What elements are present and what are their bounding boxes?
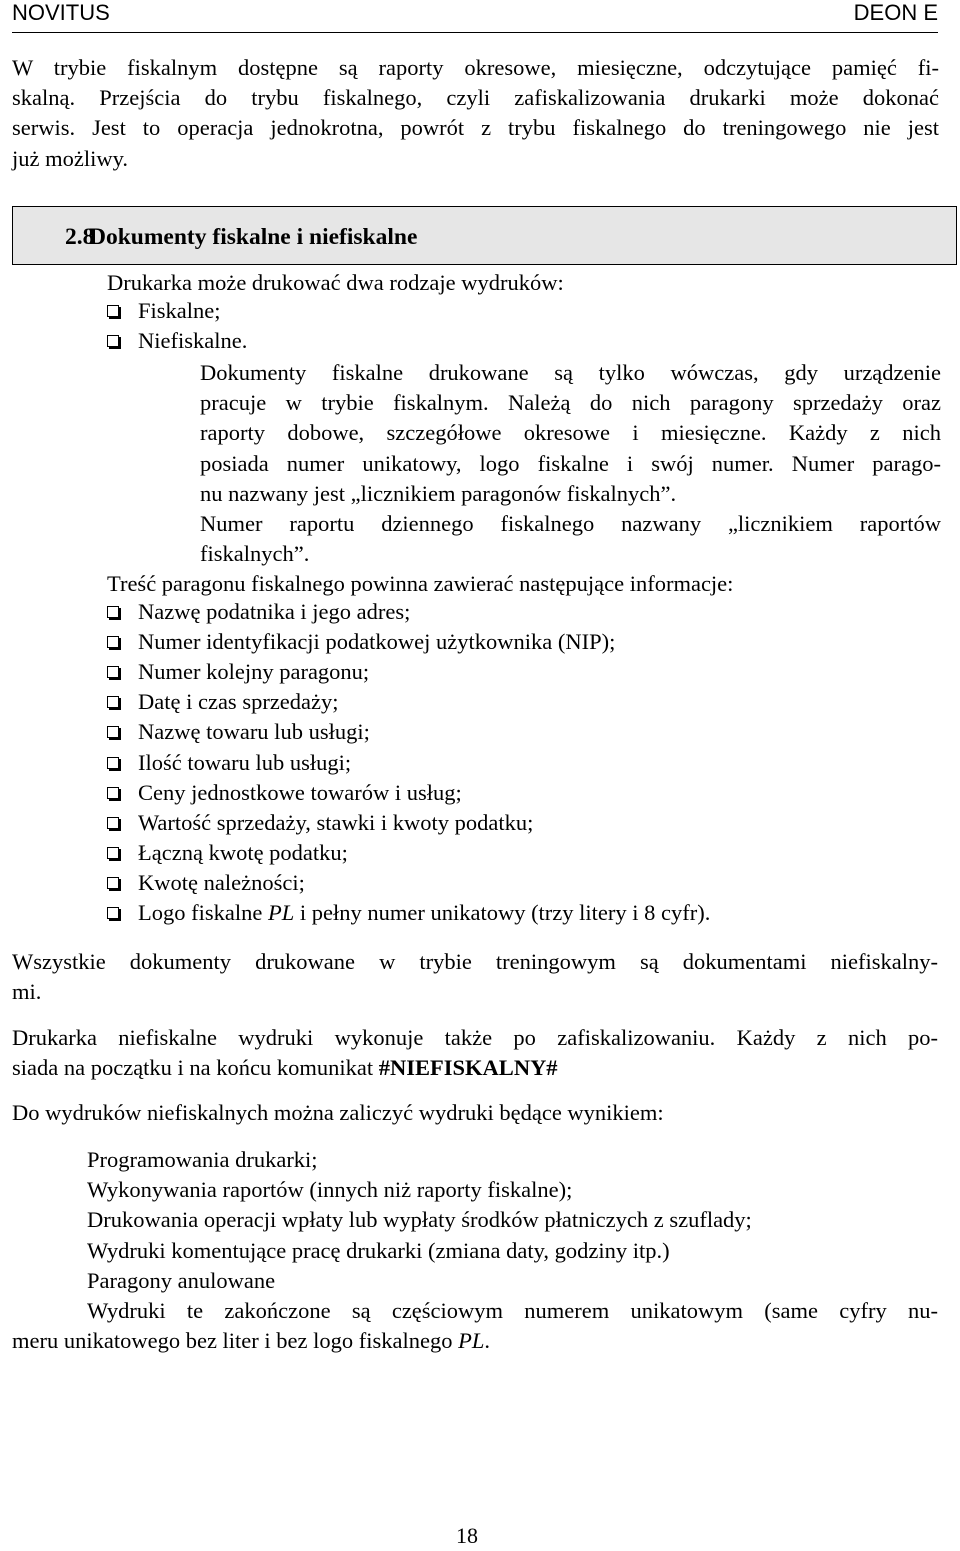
checkbox-bullet-icon [107, 335, 119, 347]
receipt-intro: Treść paragonu fiskalnego powinna zawierać następujące informacje: [107, 571, 734, 596]
list-item-text: Nazwę podatnika i jego adres; [138, 599, 411, 624]
checkbox-bullet-icon [107, 726, 119, 738]
fiscal-desc-line: raporty dobowe, szczegółowe okresowe i miesięczne. Każdy z nich [200, 420, 941, 446]
results-item: Wykonywania raportów (innych niż raporty fiskalne); [87, 1177, 573, 1203]
results-list [12, 1145, 938, 1356]
list-item-text: Kwotę należności; [138, 870, 305, 895]
checkbox-bullet-icon [107, 817, 119, 829]
header-brand: NOVITUS [12, 0, 110, 25]
fiscal-desc-line: pracuje w trybie fiskalnym. Należą do nich paragony sprzedaży oraz [200, 390, 941, 416]
list-item-text: Fiskalne; [138, 298, 221, 323]
list-item [107, 629, 615, 659]
list-item [107, 810, 533, 840]
list-item [107, 870, 305, 900]
checkbox-bullet-icon [107, 696, 119, 708]
intro-line: serwis. Jest to operacja jednokrotna, powrót z trybu fiskalnego do treningowego nie jest [12, 115, 939, 141]
nonfiscal-text: siada na początku i na końcu komunikat [12, 1055, 379, 1081]
nonfiscal-paragraph [12, 1023, 938, 1083]
results-last-line: Wydruki te zakończone są częściowym numerem unikatowym (same cyfry nu- [87, 1298, 938, 1324]
intro-line: W trybie fiskalnym dostępne są raporty okresowe, miesięczne, odczytujące pamięć fi- [12, 55, 939, 80]
list-item [107, 840, 348, 870]
list-item-text: Niefiskalne. [138, 328, 248, 353]
nonfiscal-message: #NIEFISKALNY# [378, 1055, 558, 1081]
fiscal-desc-line: fiskalnych”. [200, 541, 310, 567]
checkbox-bullet-icon [107, 847, 119, 859]
nonfiscal-line: Drukarka niefiskalne wydruki wykonuje także po zafiskalizowaniu. Każdy z nich po- [12, 1025, 938, 1050]
list-item-text: Logo fiskalne [138, 900, 268, 925]
fiscal-desc-line: Dokumenty fiskalne drukowane są tylko wówczas, gdy urządzenie [200, 360, 941, 385]
nonfiscal-line [12, 1053, 938, 1083]
list-item [107, 298, 221, 328]
fiscal-logo-text: PL [458, 1328, 485, 1354]
intro-line: już możliwy. [12, 145, 129, 171]
results-item: Programowania drukarki; [87, 1147, 318, 1172]
fiscal-desc-line: posiada numer unikatowy, logo fiskalne i swój numer. Numer parago- [200, 450, 941, 476]
results-item: Wydruki komentujące pracę drukarki (zmiana daty, godziny itp.) [87, 1237, 670, 1263]
running-header [12, 0, 938, 33]
list-item-text: Łączną kwotę podatku; [138, 840, 348, 865]
list-item-text: Ceny jednostkowe towarów i usług; [138, 780, 462, 805]
list-item-text: Numer identyfikacji podatkowej użytkownika (NIP); [138, 629, 616, 654]
checkbox-bullet-icon [107, 757, 119, 769]
list-item-text: Ilość towaru lub usługi; [138, 750, 352, 775]
checkbox-bullet-icon [107, 787, 119, 799]
results-text: . [484, 1328, 491, 1354]
list-item [107, 719, 370, 749]
list-item [107, 689, 339, 719]
list-item-text: Nazwę towaru lub usługi; [138, 719, 370, 744]
intro-paragraph [12, 53, 939, 174]
training-paragraph [12, 947, 938, 1007]
results-text: meru unikatowego bez liter i bez logo fiskalnego [12, 1328, 459, 1354]
section-heading [12, 206, 957, 265]
list-item [107, 599, 410, 629]
results-item: Paragony anulowane [87, 1267, 276, 1293]
list-item [107, 750, 351, 780]
intro-line: skalną. Przejścia do trybu fiskalnego, czyli zafiskalizowania drukarki może dokonać [12, 85, 939, 111]
fiscal-desc-line: Numer raportu dziennego fiskalnego nazwany „licznikiem raportów [200, 511, 941, 537]
checkbox-bullet-icon [107, 606, 119, 618]
checkbox-bullet-icon [107, 636, 119, 648]
results-item: Drukowania operacji wpłaty lub wypłaty środków płatniczych z szuflady; [87, 1207, 752, 1233]
section-title: Dokumenty fiskalne i niefiskalne [89, 224, 418, 250]
results-last-line [12, 1326, 938, 1356]
page-number: 18 [456, 1523, 478, 1548]
list-item-text: Numer kolejny paragonu; [138, 659, 370, 684]
list-item [107, 780, 462, 810]
header-model: DEON E [853, 0, 938, 25]
results-intro: Do wydruków niefiskalnych można zaliczyć wydruki będące wynikiem: [12, 1100, 664, 1125]
list-item [107, 659, 369, 689]
training-line: Wszystkie dokumenty drukowane w trybie treningowym są dokumentami niefiskalny- [12, 949, 938, 974]
section-number: 2.8 [65, 224, 95, 250]
list-item-text: i pełny numer unikatowy (trzy litery i 8 cyfr). [294, 900, 711, 925]
checkbox-bullet-icon [107, 877, 119, 889]
list-item [107, 328, 247, 358]
training-line: mi. [12, 979, 42, 1005]
fiscal-description [200, 358, 941, 569]
list-item [107, 900, 710, 930]
fiscal-logo-text: PL [267, 900, 295, 925]
checkbox-bullet-icon [107, 907, 119, 919]
checkbox-bullet-icon [107, 305, 119, 317]
types-intro: Drukarka może drukować dwa rodzaje wydruków: [107, 270, 564, 295]
checkbox-bullet-icon [107, 666, 119, 678]
fiscal-desc-line: nu nazwany jest „licznikiem paragonów fiskalnych”. [200, 480, 677, 506]
list-item-text: Wartość sprzedaży, stawki i kwoty podatku; [138, 810, 534, 835]
list-item-text: Datę i czas sprzedaży; [138, 689, 339, 714]
